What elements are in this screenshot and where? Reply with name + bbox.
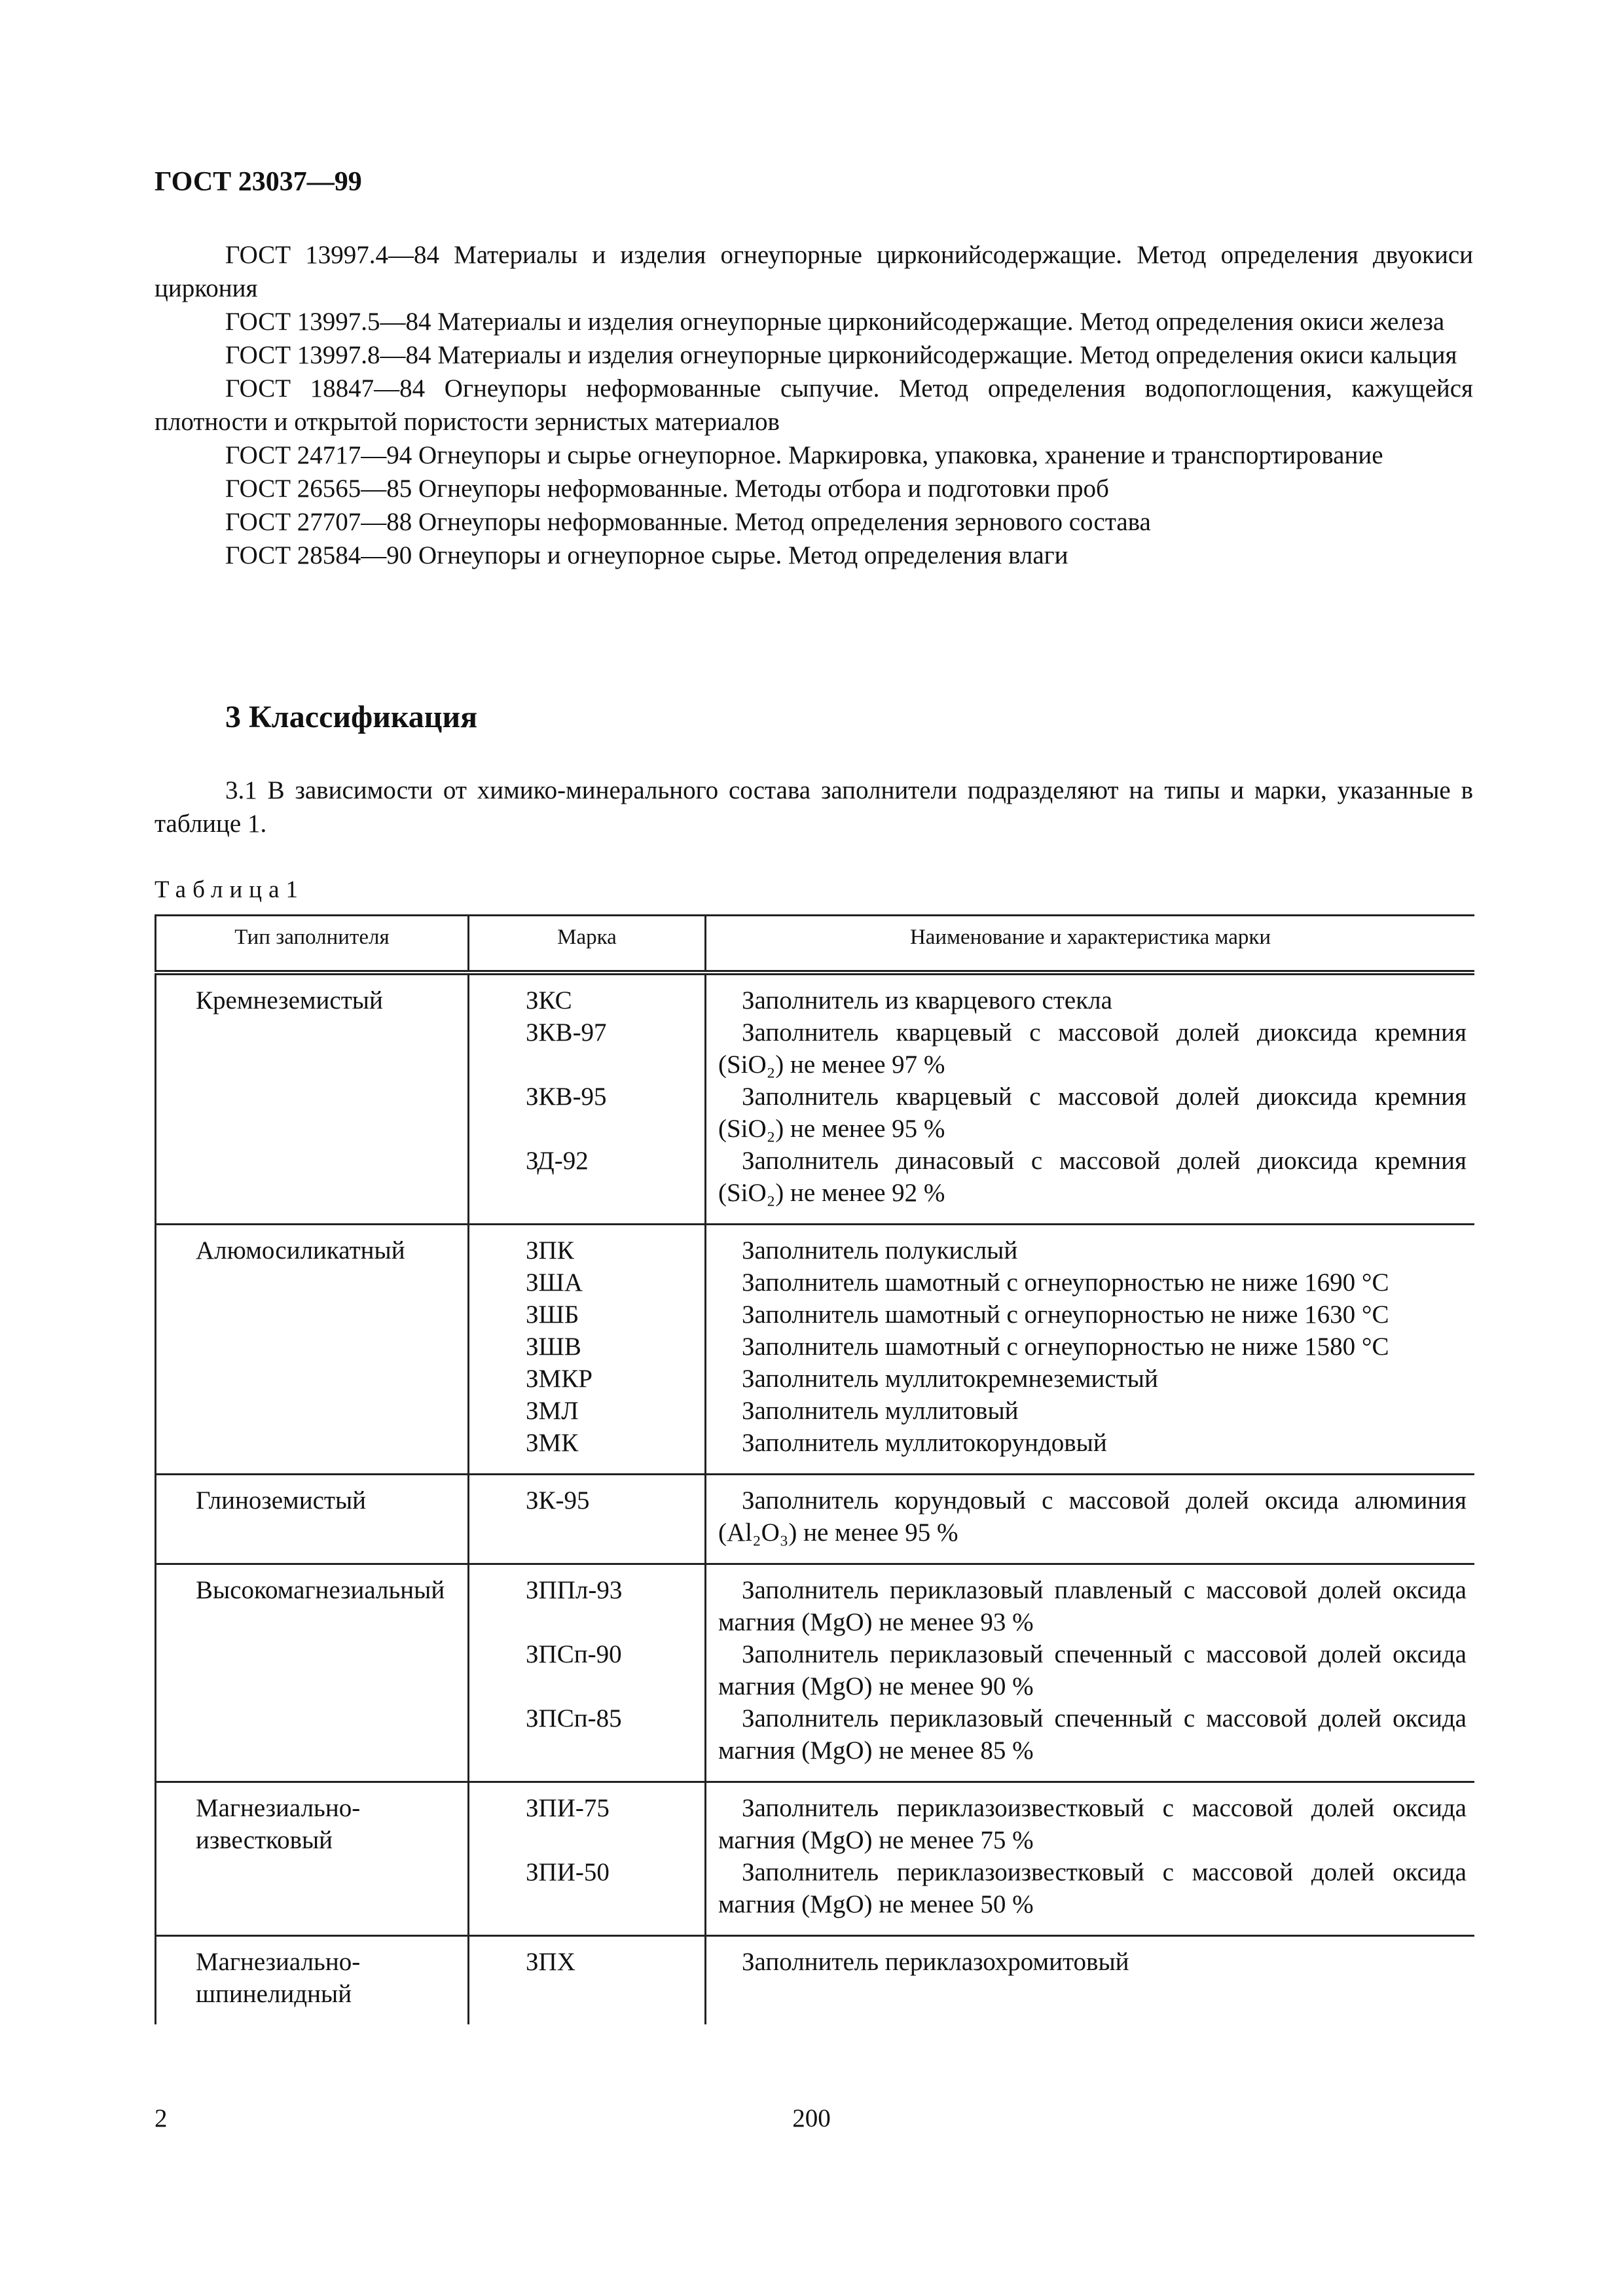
table-header-row: [156, 916, 1475, 973]
grade-description: Заполнитель шамотный с огнеупорностью не ниже 1690 °С: [742, 1268, 1389, 1297]
grade-value: ЗПХ: [526, 1948, 575, 1976]
header-grade: Марка: [469, 916, 706, 973]
table-row: [156, 1225, 1475, 1475]
description-cell: [706, 1475, 1475, 1564]
grade-value: ЗПК: [526, 1236, 574, 1265]
grade-description: Заполнитель кварцевый с массовой долей диоксида кремния (SiO₂) не менее 95 %: [718, 1083, 1467, 1143]
grade-value: ЗПИ-50: [526, 1858, 610, 1886]
grade-description: Заполнитель шамотный с огнеупорностью не ниже 1630 °С: [742, 1300, 1389, 1329]
grade-description: Заполнитель шамотный с огнеупорностью не ниже 1580 °С: [742, 1333, 1389, 1361]
grade-value: ЗК-95: [526, 1486, 590, 1515]
page-number: 2: [155, 2104, 168, 2132]
description-cell: [706, 973, 1475, 1225]
grade-value: ЗША: [526, 1268, 583, 1297]
section-heading: 3 Классификация: [225, 700, 478, 734]
description-cell: [706, 1782, 1475, 1936]
reference-item: ГОСТ 27707—88 Огнеупоры неформованные. Метод определения зернового состава: [225, 508, 1151, 536]
grade-cell: [469, 1564, 706, 1782]
filler-type-cell: Магнезиально-шпинелидный: [156, 1936, 469, 2025]
filler-type-cell: Магнезиально-известковый: [156, 1782, 469, 1936]
description-cell: [706, 1225, 1475, 1475]
classification-paragraph: 3.1 В зависимости от химико-минерального состава заполнители подразделяют на типы и марки, указанные в таблице 1.: [155, 776, 1473, 838]
table-body: [156, 973, 1475, 2024]
grade-description: Заполнитель периклазоизвестковый с массовой долей оксида магния (MgO) не менее 50 %: [718, 1858, 1467, 1918]
filler-type-cell: Глиноземистый: [156, 1475, 469, 1564]
grade-cell: [469, 1225, 706, 1475]
grade-value: ЗМКР: [526, 1365, 593, 1393]
grade-description: Заполнитель муллитокремнеземистый: [742, 1365, 1158, 1393]
reference-item: ГОСТ 28584—90 Огнеупоры и огнеупорное сырье. Метод определения влаги: [225, 541, 1068, 569]
grade-value: ЗКВ-95: [526, 1083, 607, 1111]
classification-table: [155, 914, 1474, 2024]
grade-description: Заполнитель кварцевый с массовой долей диоксида кремния (SiO₂) не менее 97 %: [718, 1018, 1467, 1079]
grade-cell: [469, 1936, 706, 2025]
grade-value: ЗМК: [526, 1429, 579, 1457]
grade-value: ЗШБ: [526, 1300, 579, 1329]
reference-list: [155, 238, 1473, 572]
grade-description: Заполнитель периклазохромитовый: [742, 1948, 1129, 1976]
grade-description: Заполнитель корундовый с массовой долей оксида алюминия (Al₂O₃) не менее 95 %: [718, 1486, 1467, 1547]
grade-description: Заполнитель муллитовый: [742, 1397, 1019, 1425]
reference-item: ГОСТ 26565—85 Огнеупоры неформованные. Методы отбора и подготовки проб: [225, 475, 1109, 503]
grade-description: Заполнитель периклазовый спеченный с массовой долей оксида магния (MgO) не менее 85 %: [718, 1704, 1467, 1765]
table-container: [155, 914, 1474, 2079]
grade-value: ЗКС: [526, 986, 572, 1014]
reference-item: ГОСТ 24717—94 Огнеупоры и сырье огнеупорное. Маркировка, упаковка, хранение и транспортирование: [225, 441, 1383, 469]
description-cell: [706, 1936, 1475, 2025]
grade-description: Заполнитель полукислый: [742, 1236, 1018, 1265]
grade-description: Заполнитель динасовый с массовой долей диоксида кремния (SiO₂) не менее 92 %: [718, 1147, 1467, 1207]
document-header: ГОСТ 23037—99: [155, 167, 362, 197]
grade-value: ЗД-92: [526, 1147, 589, 1175]
grade-value: ЗПСп-85: [526, 1704, 622, 1732]
table-row: [156, 973, 1475, 1225]
grade-description: Заполнитель периклазоизвестковый с массовой долей оксида магния (MgO) не менее 75 %: [718, 1794, 1467, 1854]
grade-value: ЗППл-93: [526, 1576, 623, 1604]
filler-type-cell: Алюмосиликатный: [156, 1225, 469, 1475]
grade-description: Заполнитель муллитокорундовый: [742, 1429, 1107, 1457]
header-type: Тип заполнителя: [156, 916, 469, 973]
header-description: Наименование и характеристика марки: [706, 916, 1475, 973]
grade-value: ЗКВ-97: [526, 1018, 607, 1047]
table-row: [156, 1564, 1475, 1782]
grade-description: Заполнитель периклазовый спеченный с массовой долей оксида магния (MgO) не менее 90 %: [718, 1640, 1467, 1700]
description-cell: [706, 1564, 1475, 1782]
reference-item: ГОСТ 13997.5—84 Материалы и изделия огнеупорные цирконийсодержащие. Метод определения окиси железа: [225, 308, 1445, 336]
filler-type-cell: Высокомагнезиальный: [156, 1564, 469, 1782]
grade-value: ЗПИ-75: [526, 1794, 610, 1822]
grade-cell: [469, 1782, 706, 1936]
table-caption: Таблица1: [155, 876, 304, 903]
grade-cell: [469, 1475, 706, 1564]
grade-description: Заполнитель из кварцевого стекла: [742, 986, 1112, 1014]
reference-item: ГОСТ 13997.8—84 Материалы и изделия огнеупорные цирконийсодержащие. Метод определения окиси кальция: [225, 341, 1457, 369]
grade-value: ЗШВ: [526, 1333, 581, 1361]
table-row: [156, 1475, 1475, 1564]
filler-type-cell: Кремнеземистый: [156, 973, 469, 1225]
center-page-number: 200: [792, 2104, 831, 2132]
table-row: [156, 1782, 1475, 1936]
table-row: [156, 1936, 1475, 2025]
grade-cell: [469, 973, 706, 1225]
grade-value: ЗМЛ: [526, 1397, 579, 1425]
reference-item: ГОСТ 13997.4—84 Материалы и изделия огнеупорные цирконийсодержащие. Метод определения двуокиси циркония: [155, 241, 1473, 302]
grade-description: Заполнитель периклазовый плавленый с массовой долей оксида магния (MgO) не менее 93 %: [718, 1576, 1467, 1636]
grade-value: ЗПСп-90: [526, 1640, 622, 1668]
reference-item: ГОСТ 18847—84 Огнеупоры неформованные сыпучие. Метод определения водопоглощения, кажущейся плотности и открытой пористости зернистых материалов: [155, 374, 1473, 436]
